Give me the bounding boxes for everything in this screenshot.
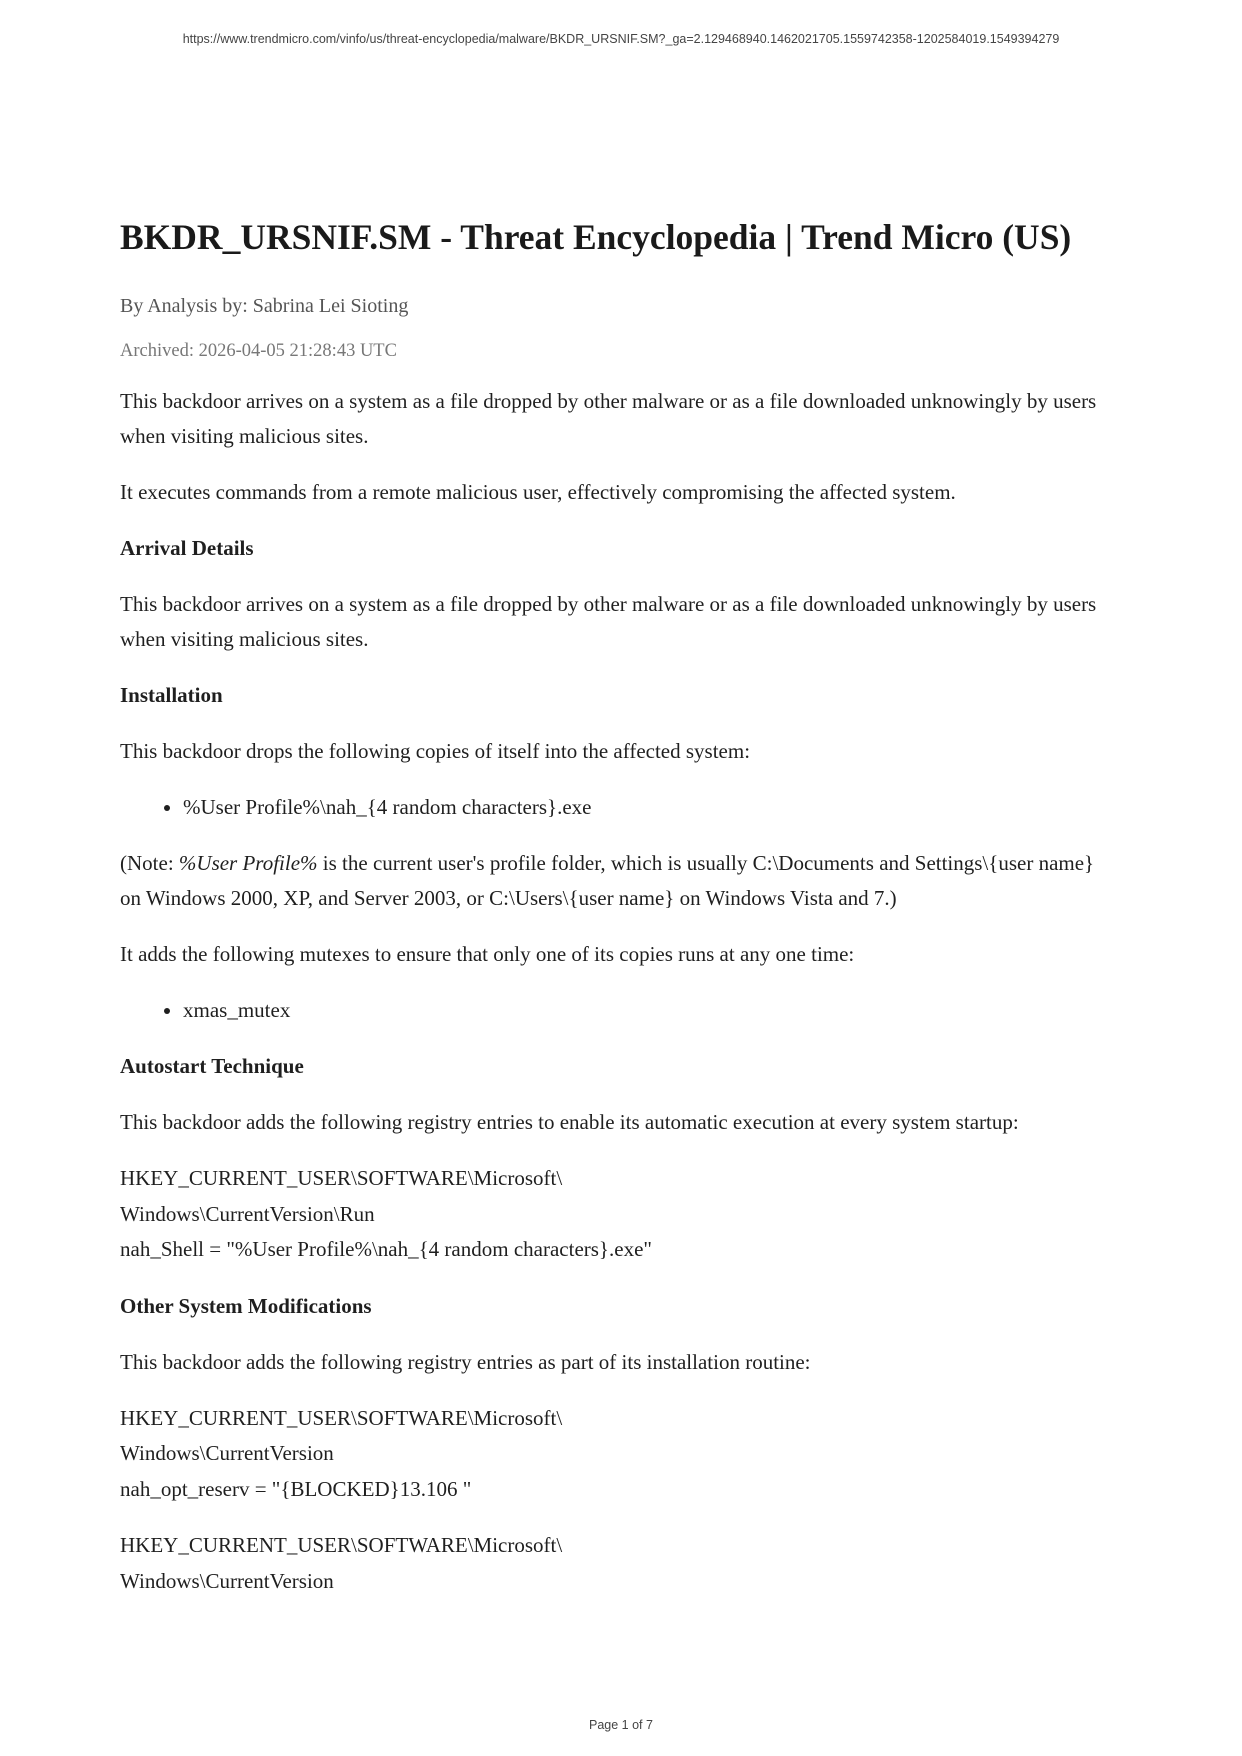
othermods-registry-entry-1: [120, 1401, 1120, 1508]
note-prefix: (Note:: [120, 851, 179, 875]
autostart-paragraph: This backdoor adds the following registry entries to enable its automatic execution at every system startup:: [120, 1110, 1019, 1134]
arrival-paragraph: This backdoor arrives on a system as a file dropped by other malware or as a file downloaded unknowingly by users when visiting malicious sites.: [120, 592, 1097, 651]
registry-line: nah_Shell = "%User Profile%\nah_{4 random characters}.exe": [120, 1237, 652, 1261]
note-emphasis: %User Profile%: [178, 851, 318, 875]
byline: By Analysis by: Sabrina Lei Sioting: [120, 295, 409, 317]
note-paragraph: [120, 846, 1120, 916]
source-url: https://www.trendmicro.com/vinfo/us/threat-encyclopedia/malware/BKDR_URSNIF.SM?_ga=2.129468940.1462021705.1559742358-1202584019.1549394279: [182, 32, 1060, 46]
installation-heading: Installation: [120, 683, 223, 707]
list-item: • xmas_mutex: [183, 993, 1120, 1028]
registry-line: HKEY_CURRENT_USER\SOFTWARE\Microsoft\: [120, 1166, 563, 1190]
autostart-heading: Autostart Technique: [120, 1054, 304, 1078]
registry-line: Windows\CurrentVersion: [120, 1441, 334, 1465]
registry-line: HKEY_CURRENT_USER\SOFTWARE\Microsoft\: [120, 1533, 563, 1557]
installation-paragraph: This backdoor drops the following copies of itself into the affected system:: [120, 739, 751, 763]
page-title: BKDR_URSNIF.SM - Threat Encyclopedia | Trend Micro (US): [120, 217, 1072, 257]
page-number: Page 1 of 7: [589, 1718, 653, 1732]
mutex-paragraph: It adds the following mutexes to ensure that only one of its copies runs at any one time:: [120, 942, 855, 966]
autostart-registry-entry: [120, 1161, 1120, 1268]
registry-line: Windows\CurrentVersion\Run: [120, 1201, 375, 1226]
archived-timestamp: Archived: 2026-04-05 21:28:43 UTC: [120, 341, 397, 361]
arrival-heading: Arrival Details: [120, 536, 254, 560]
installation-list: [120, 790, 1120, 825]
note-text: is the current user's profile folder, which is usually C:\Documents and Settings\{user name} on Windows 2000, XP, and Server 2003, or C:\Users\{user name} on Windows Vista and 7.): [120, 851, 1095, 910]
othermods-registry-entry-2: [120, 1528, 1120, 1599]
othermods-paragraph: This backdoor adds the following registry entries as part of its installation routine:: [120, 1349, 811, 1374]
mutex-list: [120, 993, 1120, 1028]
registry-line: HKEY_CURRENT_USER\SOFTWARE\Microsoft\: [120, 1405, 563, 1430]
intro-paragraph-2: It executes commands from a remote malicious user, effectively compromising the affected system.: [120, 480, 956, 504]
list-item: • %User Profile%\nah_{4 random characters}.exe: [183, 790, 1120, 825]
othermods-heading: Other System Modifications: [120, 1293, 372, 1318]
registry-line: nah_opt_reserv = "{BLOCKED}13.106 ": [120, 1476, 472, 1501]
intro-paragraph-1: This backdoor arrives on a system as a file dropped by other malware or as a file downloaded unknowingly by users when visiting malicious sites.: [120, 389, 1097, 448]
article: [120, 212, 1120, 1599]
registry-line: Windows\CurrentVersion: [120, 1568, 334, 1593]
